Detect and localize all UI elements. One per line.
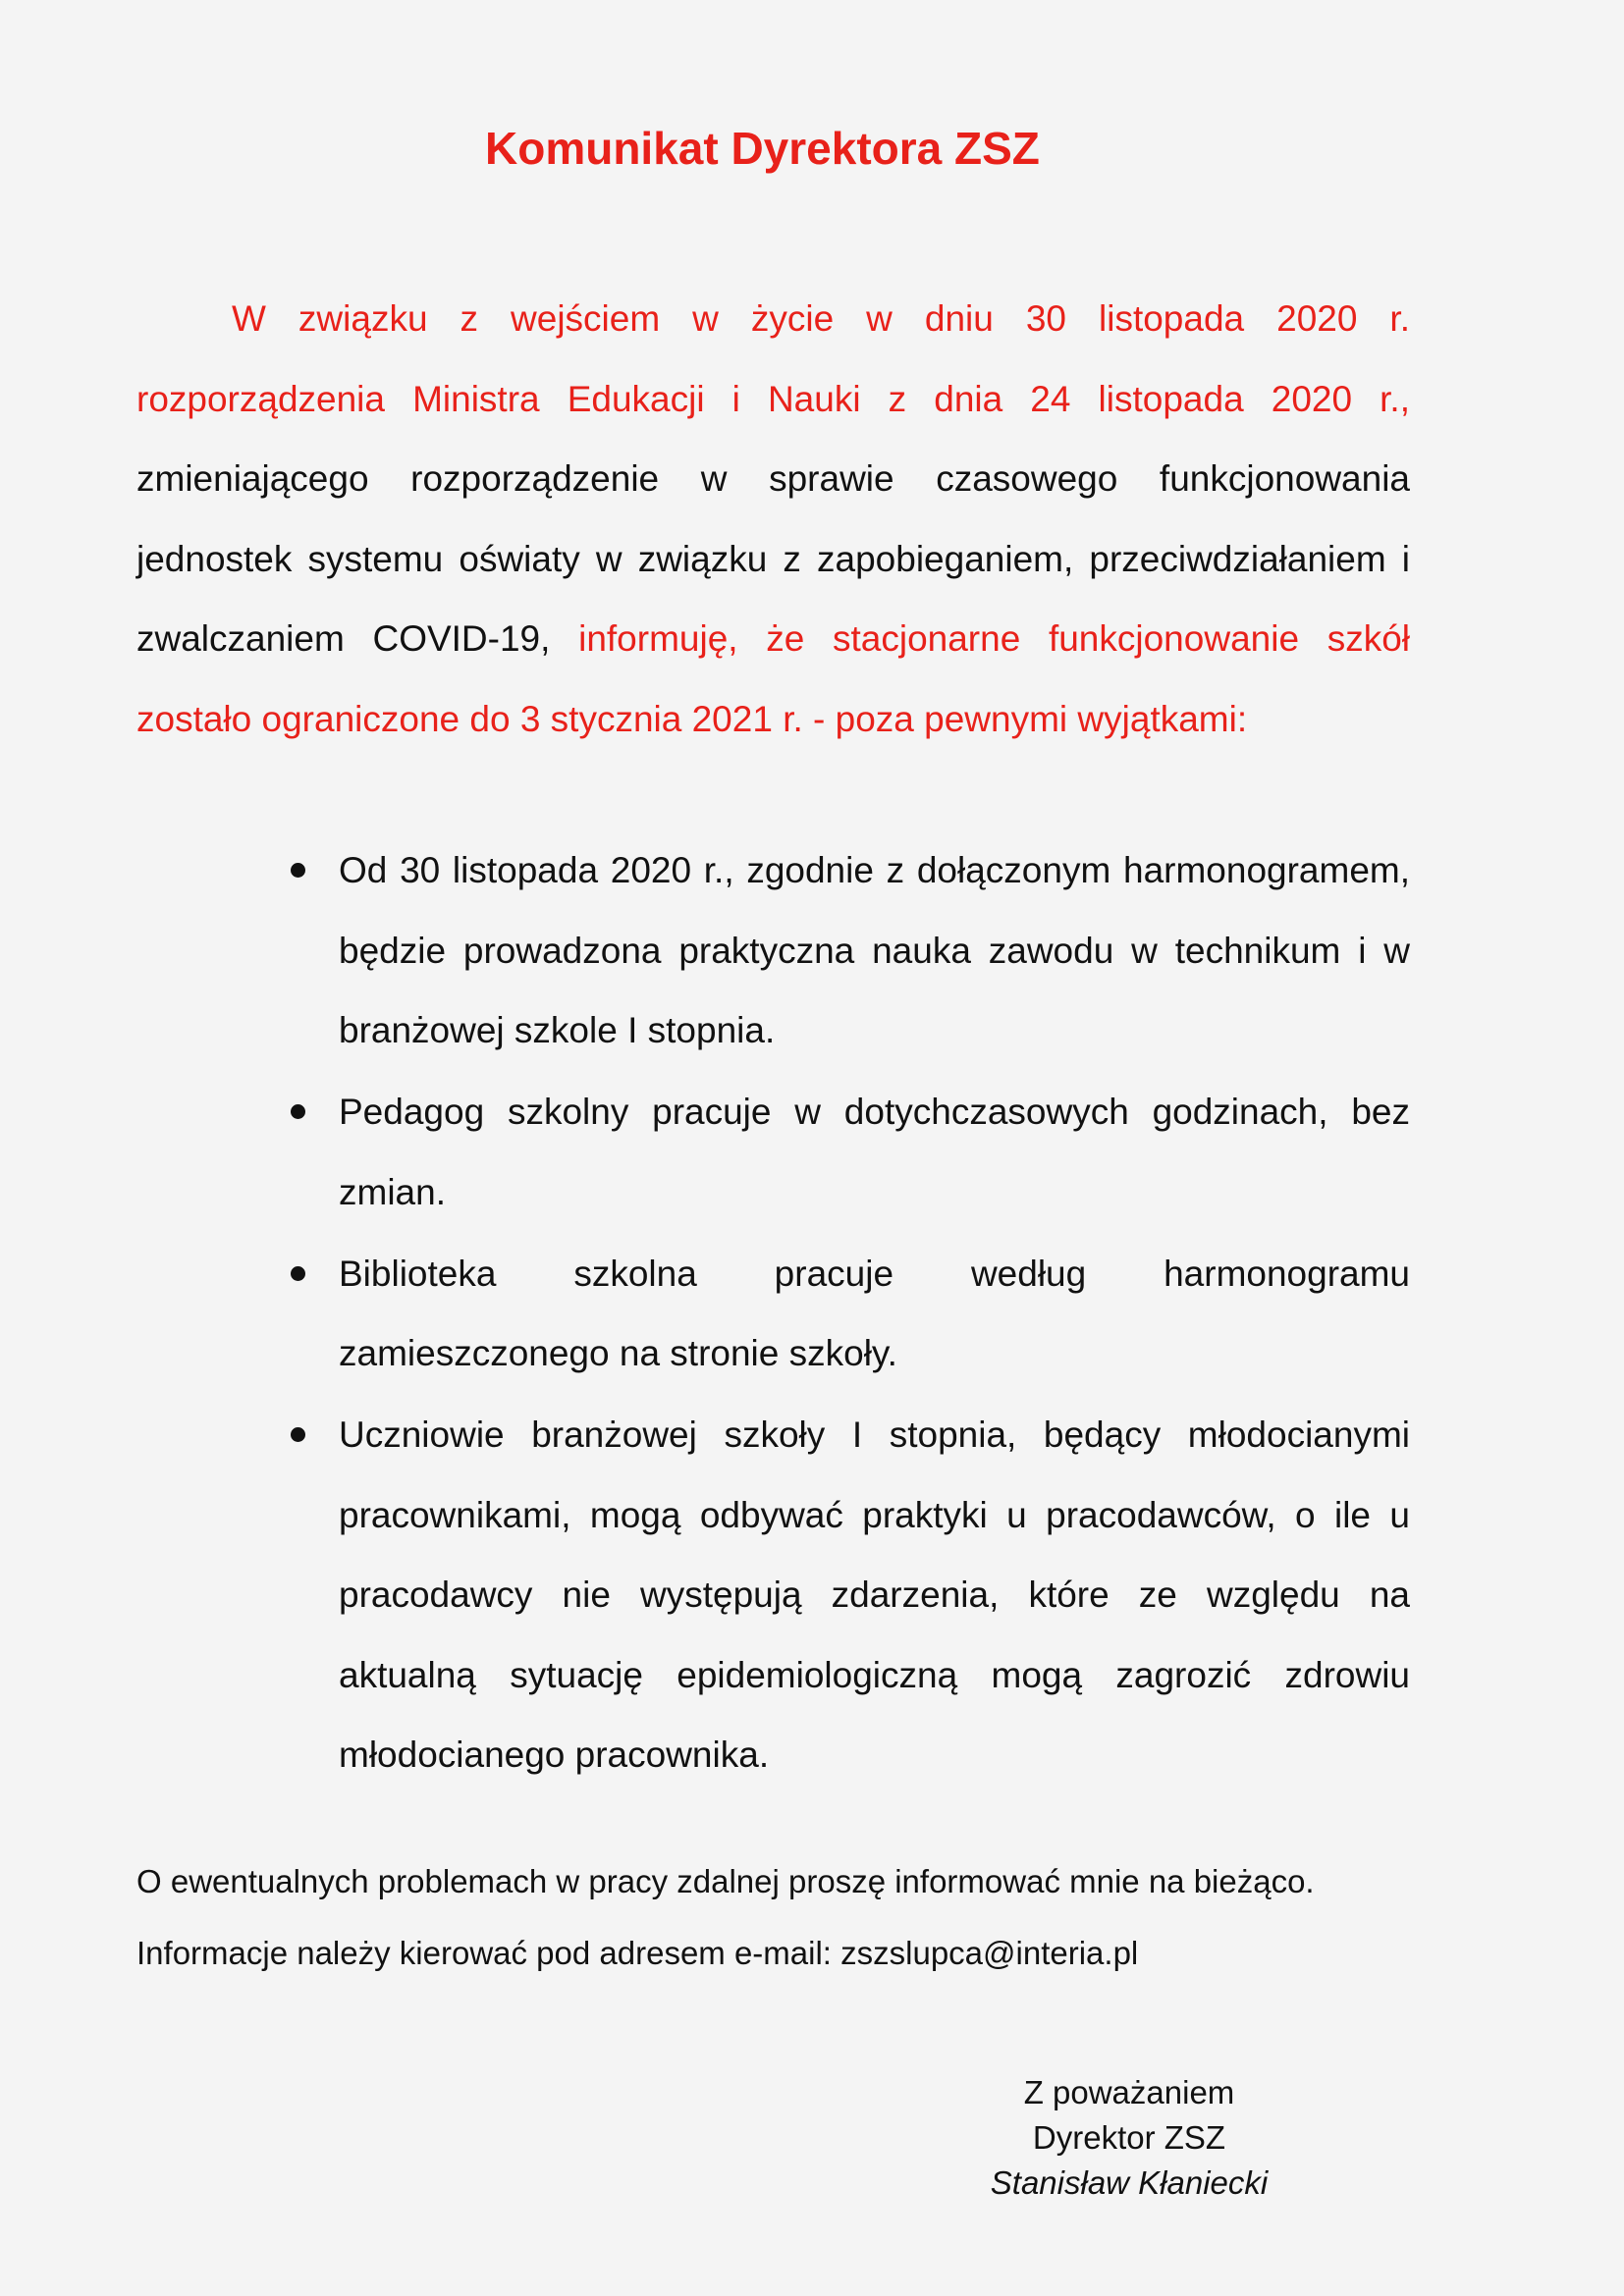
list-item-text: Biblioteka szkolna pracuje według harmonogramu zamieszczonego na stronie szkoły. xyxy=(339,1253,1410,1373)
intro-paragraph xyxy=(136,279,1410,759)
list-item-text: Pedagog szkolny pracuje w dotychczasowych godzinach, bez zmian. xyxy=(339,1092,1410,1212)
list-item xyxy=(339,830,1410,1071)
signature-role: Dyrektor ZSZ xyxy=(1032,2119,1226,2156)
bullet-dot-icon xyxy=(291,863,305,878)
list-item xyxy=(339,1395,1410,1795)
list-item-text: Od 30 listopada 2020 r., zgodnie z dołączonym harmonogramem, będzie prowadzona praktyczna nauka zawodu w technikum i w branżowej szkole I stopnia. xyxy=(339,850,1410,1050)
contact-line-email: Informacje należy kierować pod adresem e-mail: zszslupca@interia.pl xyxy=(136,1935,1139,1971)
signature-name: Stanisław Kłaniecki xyxy=(990,2164,1269,2201)
contact-line-problems: O ewentualnych problemach w pracy zdalnej proszę informować mnie na bieżąco. xyxy=(136,1863,1315,1899)
bullet-dot-icon xyxy=(291,1266,305,1281)
bullet-dot-icon xyxy=(291,1104,305,1119)
document-title: Komunikat Dyrektora ZSZ xyxy=(485,123,1040,174)
intro-black-text: zmieniającego rozporządzenie w sprawie czasowego funkcjonowania jednostek systemu oświaty w związku z zapobieganiem, przeciwdziałaniem i zwalczaniem COVID-19, xyxy=(136,458,1410,659)
bullet-dot-icon xyxy=(291,1427,305,1442)
intro-red-text-2: informuję, że stacjonarne funkcjonowanie szkół zostało ograniczone do 3 stycznia 2021 r. - poza pewnymi wyjątkami: xyxy=(136,618,1410,739)
exceptions-list xyxy=(339,830,1410,1796)
list-item xyxy=(339,1072,1410,1232)
list-item xyxy=(339,1234,1410,1394)
intro-red-text-1: W związku z wejściem w życie w dniu 30 listopada 2020 r. rozporządzenia Ministra Edukacji i Nauki z dnia 24 listopada 2020 r., xyxy=(136,298,1410,419)
signature-block xyxy=(943,2070,1316,2206)
contact-info xyxy=(136,1845,1442,1989)
list-item-text: Uczniowie branżowej szkoły I stopnia, będący młodocianymi pracownikami, mogą odbywać praktyki u pracodawców, o ile u pracodawcy nie występują zdarzenia, które ze względu na aktualną sytuację epidemiologiczną mogą zagrozić zdrowiu młodocianego pracownika. xyxy=(339,1415,1410,1775)
signature-closing: Z poważaniem xyxy=(1023,2074,1235,2110)
